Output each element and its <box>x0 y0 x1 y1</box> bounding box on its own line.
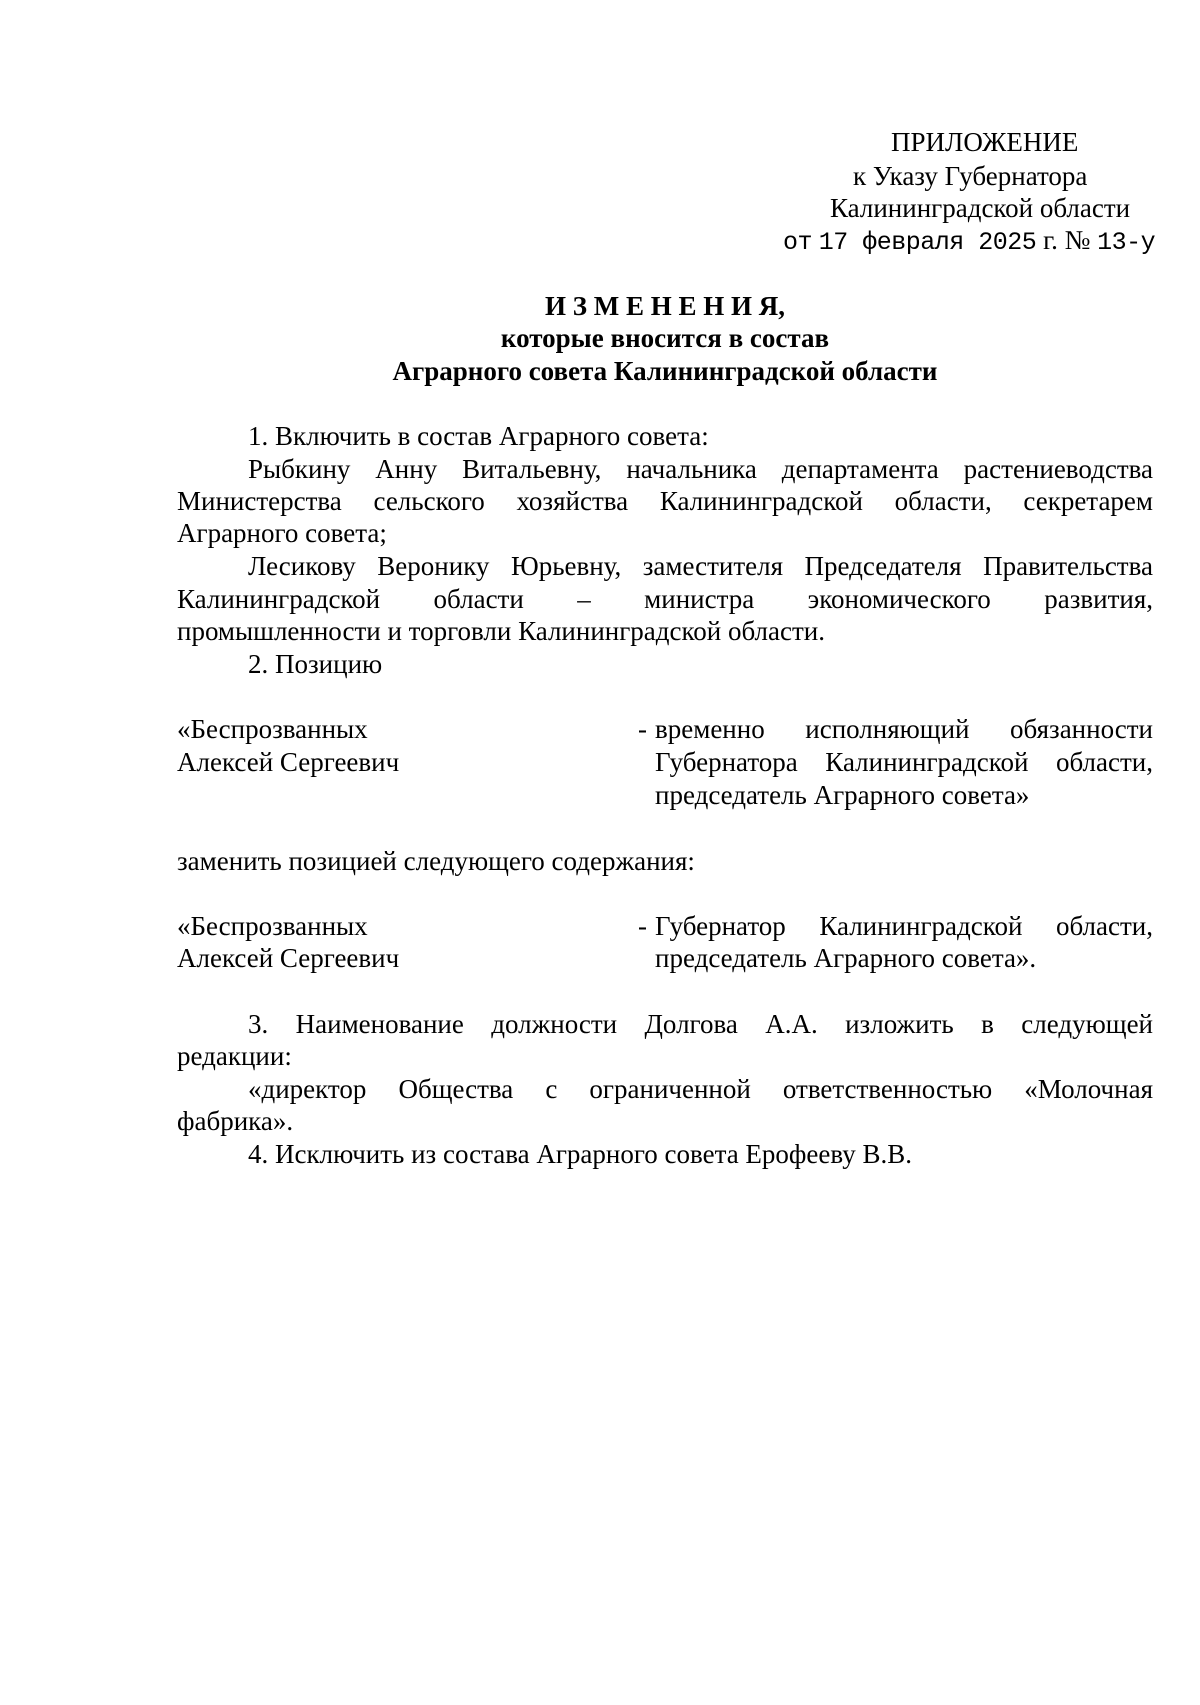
item-3-line-1: 3. Наименование должности Долгова А.А. изложить в следующей <box>248 1009 1153 1039</box>
new-position-dash: - <box>638 911 647 941</box>
new-position-name-line-2: Алексей Сергеевич <box>177 943 400 973</box>
old-position-name-line-1: «Беспрозванных <box>177 714 368 744</box>
item-3-quote-line-1: «директор Общества с ограниченной ответственностью «Молочная <box>248 1074 1153 1104</box>
item-3-line-2: редакции: <box>177 1041 292 1071</box>
appendix-label: ПРИЛОЖЕНИЕ <box>891 127 1079 157</box>
decree-date-line <box>783 224 1155 259</box>
item-1-heading: 1. Включить в состав Аграрного совета: <box>248 421 709 451</box>
old-position-role-line-1: временно исполняющий обязанности <box>655 714 1153 744</box>
item-1-paragraph-1-line-3: Аграрного совета; <box>177 518 387 548</box>
item-4: 4. Исключить из состава Аграрного совета Ерофееву В.В. <box>248 1139 912 1169</box>
decree-date: 17 февраля 2025 <box>818 228 1037 257</box>
decree-reference: к Указу Губернатора <box>853 161 1088 191</box>
item-1-paragraph-1-line-2: Министерства сельского хозяйства Калининградской области, секретарем <box>177 486 1153 516</box>
document-title: И З М Е Н Е Н И Я, <box>544 291 785 321</box>
item-1-paragraph-2-line-2: Калининградской области – министра экономического развития, <box>177 584 1153 614</box>
old-position-role-line-3: председатель Аграрного совета» <box>655 780 1030 810</box>
item-3-quote-line-2: фабрика». <box>177 1106 294 1136</box>
replace-instruction: заменить позицией следующего содержания: <box>177 846 695 876</box>
old-position-dash: - <box>638 714 647 744</box>
new-position-name-line-1: «Беспрозванных <box>177 911 368 941</box>
region-label: Калининградской области <box>830 193 1131 223</box>
document-subtitle: которые вносится в состав <box>500 323 830 353</box>
document-subtitle-2: Аграрного совета Калининградской области <box>392 356 938 386</box>
new-position-role-line-1: Губернатор Калининградской области, <box>655 911 1153 941</box>
old-position-role-line-2: Губернатора Калининградской области, <box>655 747 1153 777</box>
date-prefix: от <box>783 228 813 257</box>
item-1-paragraph-2-line-1: Лесикову Веронику Юрьевну, заместителя Председателя Правительства <box>248 551 1153 581</box>
item-2-heading: 2. Позицию <box>248 649 383 679</box>
year-suffix: г. № <box>1043 225 1091 255</box>
new-position-role-line-2: председатель Аграрного совета». <box>655 943 1037 973</box>
item-1-paragraph-2-line-3: промышленности и торговли Калининградской области. <box>177 616 825 646</box>
decree-number: 13-у <box>1097 228 1156 257</box>
item-1-paragraph-1-line-1: Рыбкину Анну Витальевну, начальника департамента растениеводства <box>248 454 1153 484</box>
old-position-name-line-2: Алексей Сергеевич <box>177 747 400 777</box>
